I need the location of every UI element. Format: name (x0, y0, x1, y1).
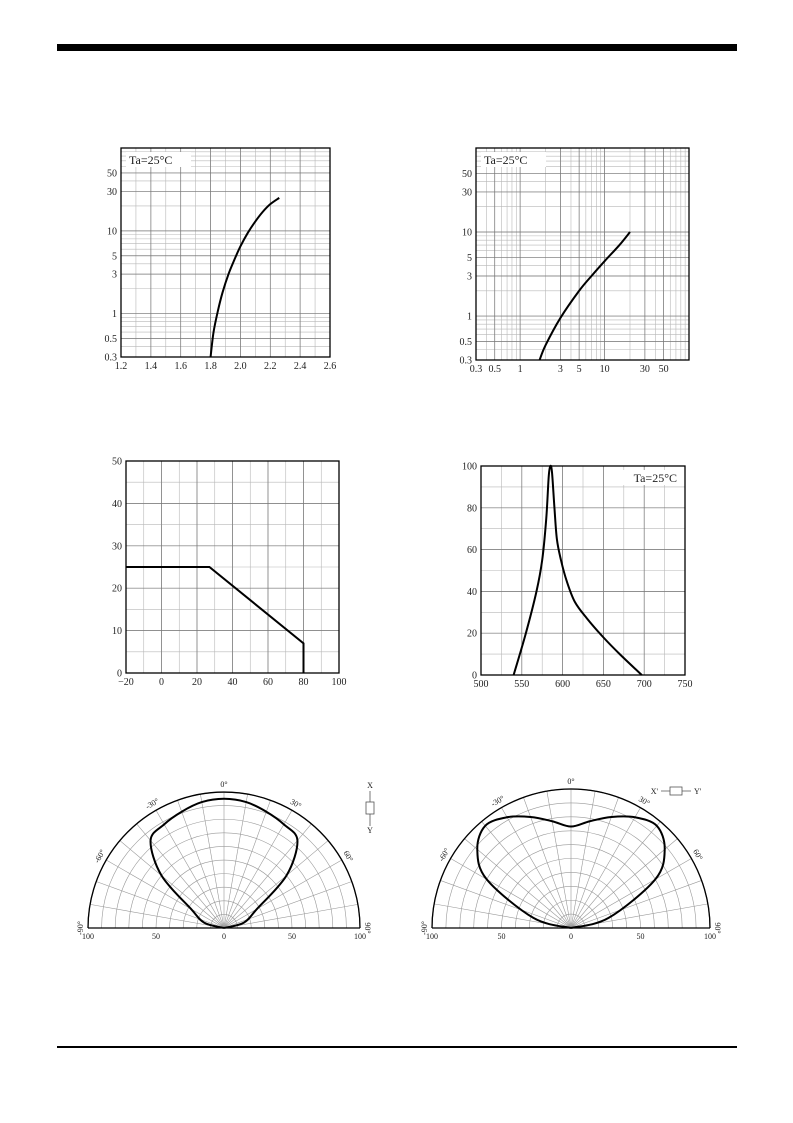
x-tick-label: 20 (192, 677, 202, 688)
y-tick-label: 5 (467, 252, 472, 264)
x-tick-label: 1.6 (174, 361, 187, 372)
x-tick-label: 30 (639, 364, 650, 375)
polar-angle-label: 90° (363, 922, 372, 934)
y-tick-label: 10 (107, 226, 117, 238)
x-tick-label: 10 (599, 364, 610, 375)
polar-radial-label: 0 (222, 932, 226, 941)
legend-y-label: Y (367, 826, 373, 835)
polar-angle-label: 60° (691, 847, 705, 862)
x-tick-label: 700 (636, 679, 652, 690)
y-tick-label: 20 (467, 628, 477, 640)
y-tick-label: 0.3 (459, 355, 472, 367)
x-tick-label: 1.8 (204, 361, 217, 372)
y-tick-label: 20 (112, 583, 122, 595)
y-tick-label: 30 (112, 541, 122, 553)
y-tick-label: 80 (467, 503, 477, 515)
y-tick-label: 40 (467, 586, 477, 598)
x-tick-label: 1.4 (144, 361, 158, 372)
orientation-legend (651, 787, 702, 796)
polar-angle-label: -60° (92, 847, 108, 865)
x-tick-label: 3 (557, 364, 563, 375)
x-tick-label: 2.6 (323, 361, 337, 372)
y-tick-label: 0 (117, 668, 122, 680)
polar-angle-label: 30° (637, 794, 652, 808)
y-tick-label: 100 (462, 461, 477, 473)
x-tick-label: 40 (227, 677, 238, 688)
y-tick-label: 5 (112, 251, 117, 263)
polar-radial-label: 100 (426, 932, 438, 941)
x-tick-label: 50 (658, 364, 669, 375)
polar-radial-label: 50 (288, 932, 296, 941)
x-tick-label: 500 (473, 679, 489, 690)
polar-radial-label: 0 (569, 932, 573, 941)
y-tick-label: 0.5 (459, 336, 472, 348)
x-tick-label: 550 (514, 679, 530, 690)
x-tick-label: −20 (118, 677, 134, 688)
legend-y-label: Y' (694, 787, 702, 796)
polar-angle-label: 0° (567, 777, 575, 786)
x-tick-label: 0.5 (488, 364, 501, 375)
y-tick-label: 0.5 (104, 334, 117, 346)
y-tick-label: 10 (112, 626, 122, 638)
polar-grid (432, 789, 710, 928)
legend-x-label: X' (650, 787, 658, 796)
y-tick-label: 10 (462, 227, 472, 239)
polar-angle-label: 0° (220, 780, 228, 789)
x-tick-label: 600 (555, 679, 571, 690)
polar-angle-label: -90° (76, 921, 85, 935)
x-tick-label: 750 (677, 679, 693, 690)
y-tick-label: 60 (467, 545, 477, 557)
y-tick-label: 1 (112, 309, 117, 321)
y-tick-label: 0 (472, 670, 477, 682)
polar-radial-label: 100 (704, 932, 716, 941)
y-tick-label: 3 (467, 271, 472, 283)
x-tick-label: 2.2 (264, 361, 277, 372)
polar-angle-label: -60° (436, 846, 452, 864)
annotation-label: Ta=25°C (633, 471, 677, 485)
polar-angle-label: 90° (713, 922, 722, 934)
x-tick-label: 650 (595, 679, 611, 690)
polar-angle-label: -30° (489, 793, 507, 809)
annotation-label: Ta=25°C (129, 153, 173, 167)
polar-radial-label: 100 (354, 932, 366, 941)
x-tick-label: 1.2 (114, 361, 128, 372)
polar-radial-label: 50 (497, 932, 506, 941)
y-tick-label: 40 (112, 498, 122, 510)
y-tick-label: 0.3 (104, 352, 117, 364)
polar-radial-label: 100 (82, 932, 94, 941)
polar-angle-label: 60° (341, 849, 355, 864)
x-tick-label: 0.3 (469, 364, 483, 375)
x-tick-label: 60 (263, 677, 273, 688)
x-tick-label: 2.4 (293, 361, 307, 372)
y-tick-label: 50 (107, 168, 117, 180)
annotation-label: Ta=25°C (484, 153, 528, 167)
y-tick-label: 30 (462, 187, 472, 199)
polar-radial-label: 50 (152, 932, 160, 941)
y-tick-label: 1 (467, 311, 472, 323)
y-tick-label: 50 (112, 456, 122, 468)
x-tick-label: 80 (298, 677, 309, 688)
legend-x-label: X (367, 781, 373, 790)
x-tick-label: 1 (517, 364, 523, 375)
polar-radial-label: 50 (636, 932, 645, 941)
polar-angle-label: 30° (288, 797, 303, 811)
legend-led-icon (670, 787, 682, 795)
x-tick-label: 2.0 (234, 361, 247, 372)
y-tick-label: 30 (107, 186, 117, 198)
x-tick-label: 5 (576, 364, 582, 375)
x-tick-label: 100 (331, 677, 347, 688)
x-tick-label: 0 (159, 677, 164, 688)
polar-angle-label: -30° (143, 796, 161, 812)
polar-angle-label: -90° (420, 921, 429, 935)
y-tick-label: 50 (462, 168, 472, 180)
y-tick-label: 3 (112, 269, 117, 281)
